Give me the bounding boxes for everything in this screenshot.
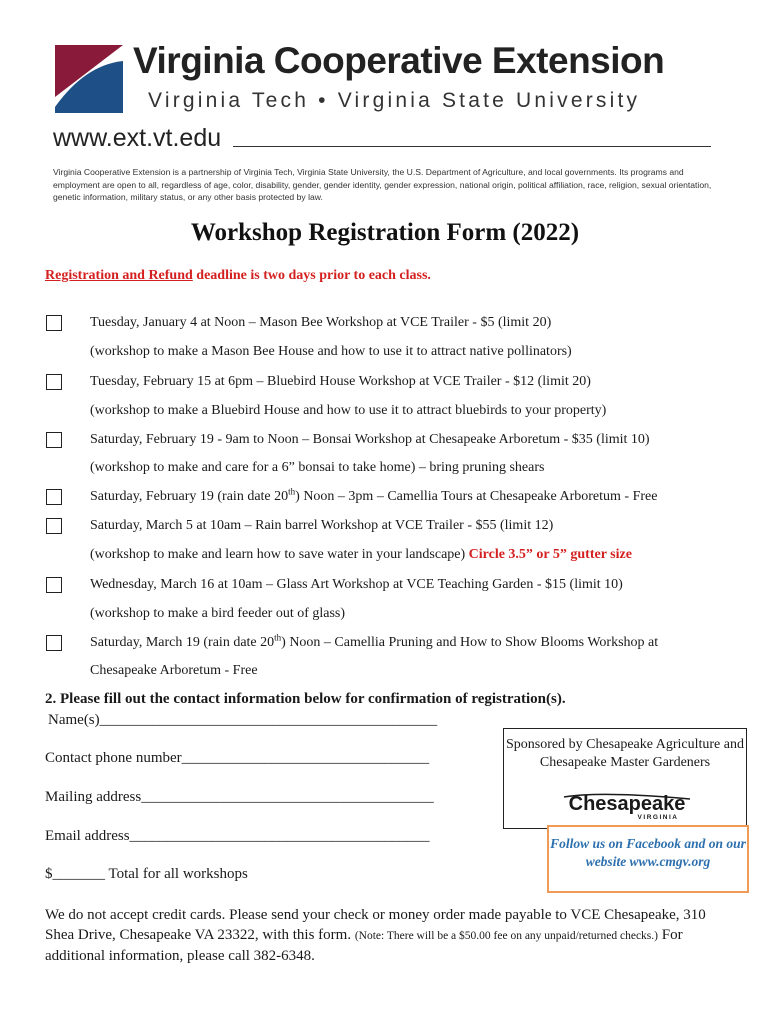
follow-us-text[interactable]: Follow us on Facebook and on our website www.cmgv.org: [550, 836, 746, 869]
workshop-line-7a: Saturday, March 19 (rain date 20: [90, 635, 275, 650]
workshop-line-5: Saturday, March 5 at 10am – Rain barrel Workshop at VCE Trailer - $55 (limit 12): [90, 518, 554, 533]
workshop-line-7b: ) Noon – Camellia Pruning and How to Show Blooms Workshop at: [281, 635, 659, 650]
workshop-checkbox-6[interactable]: [46, 577, 62, 593]
workshop-note-3: (workshop to make and care for a 6” bonsai to take home) – bring pruning shears: [90, 460, 545, 475]
form-title: Workshop Registration Form (2022): [190, 219, 580, 246]
org-name: Virginia Cooperative Extension: [133, 40, 665, 81]
gutter-size-note: Circle 3.5” or 5” gutter size: [468, 547, 632, 562]
workshop-line-3: Saturday, February 19 - 9am to Noon – Bonsai Workshop at Chesapeake Arboretum - $35 (limit 10): [90, 432, 650, 447]
sponsor-text: Sponsored by Chesapeake Agriculture and Chesapeake Master Gardeners: [506, 737, 744, 770]
workshop-line-2: Tuesday, February 15 at 6pm – Bluebird House Workshop at VCE Trailer - $12 (limit 20): [90, 374, 591, 389]
workshop-note-7: Chesapeake Arboretum - Free: [90, 663, 258, 678]
follow-us-box: [547, 825, 749, 893]
workshop-note-6: (workshop to make a bird feeder out of glass): [90, 606, 346, 621]
workshop-note-5: [90, 547, 632, 563]
workshop-line-6: Wednesday, March 16 at 10am – Glass Art Workshop at VCE Teaching Garden - $15 (limit 10): [90, 577, 623, 592]
chesapeake-logo-sub: VIRGINIA: [637, 814, 679, 821]
workshop-line-4-sup: th: [288, 486, 296, 497]
org-subtitle: Virginia Tech • Virginia State University: [148, 89, 641, 112]
email-field[interactable]: Email address________________________________________: [45, 828, 430, 844]
chesapeake-logo-icon: [562, 789, 692, 821]
workshop-note-1: (workshop to make a Mason Bee House and how to use it to attract native pollinators): [90, 344, 572, 359]
workshop-checkbox-1[interactable]: [46, 315, 62, 331]
workshop-note-5-text: (workshop to make and learn how to save water in your landscape): [90, 547, 469, 562]
workshop-line-7: [90, 632, 659, 651]
disclaimer-text: Virginia Cooperative Extension is a partnership of Virginia Tech, Virginia State University, the U.S. Department of Agriculture, and local governments. Its programs and employment are open to all, regardless of age, color, disability, gender, gender identity, gender expression, national origin, political affiliation, race, religion, sexual orientation, genetic information, military status, or any other basis protected by law.: [53, 167, 712, 202]
workshop-line-7-sup: th: [274, 632, 282, 643]
vce-logo-icon: [55, 45, 123, 113]
workshop-checkbox-4[interactable]: [46, 489, 62, 505]
workshop-checkbox-2[interactable]: [46, 374, 62, 390]
returned-check-note: (Note: There will be a $50.00 fee on any unpaid/returned checks.): [354, 930, 658, 942]
mailing-address-field[interactable]: Mailing address_______________________________________: [45, 789, 434, 805]
workshop-line-4a: Saturday, February 19 (rain date 20: [90, 489, 289, 504]
deadline-underlined: Registration and Refund: [45, 268, 193, 283]
chesapeake-logo-word: Chesapeake: [568, 793, 686, 815]
website-link[interactable]: www.ext.vt.edu: [53, 124, 222, 152]
workshop-line-4: [90, 486, 658, 505]
payment-instructions: [45, 905, 735, 966]
header-divider: [233, 146, 711, 147]
workshop-checkbox-5[interactable]: [46, 518, 62, 534]
sponsor-box: [503, 728, 747, 829]
contact-phone-text: For additional information, please call 382-6348.: [45, 927, 683, 964]
deadline-rest: deadline is two days prior to each class.: [192, 268, 431, 283]
workshop-note-2: (workshop to make a Bluebird House and how to use it to attract bluebirds to your property): [90, 403, 607, 418]
contact-heading: 2. Please fill out the contact information below for confirmation of registration(s).: [45, 691, 566, 707]
workshop-line-1: Tuesday, January 4 at Noon – Mason Bee Workshop at VCE Trailer - $5 (limit 20): [90, 315, 552, 330]
deadline-notice: [45, 268, 431, 284]
phone-field[interactable]: Contact phone number_________________________________: [45, 750, 430, 766]
payment-main-text: We do not accept credit cards. Please send your check or money order made payable to VCE Chesapeake, 310 Shea Drive, Chesapeake VA 23322, with this form.: [45, 907, 706, 943]
name-field[interactable]: Name(s)_____________________________________________: [48, 712, 438, 728]
workshop-checkbox-7[interactable]: [46, 635, 62, 651]
total-field[interactable]: $_______ Total for all workshops: [45, 866, 248, 882]
workshop-line-4b: ) Noon – 3pm – Camellia Tours at Chesapeake Arboretum - Free: [295, 489, 658, 504]
workshop-checkbox-3[interactable]: [46, 432, 62, 448]
